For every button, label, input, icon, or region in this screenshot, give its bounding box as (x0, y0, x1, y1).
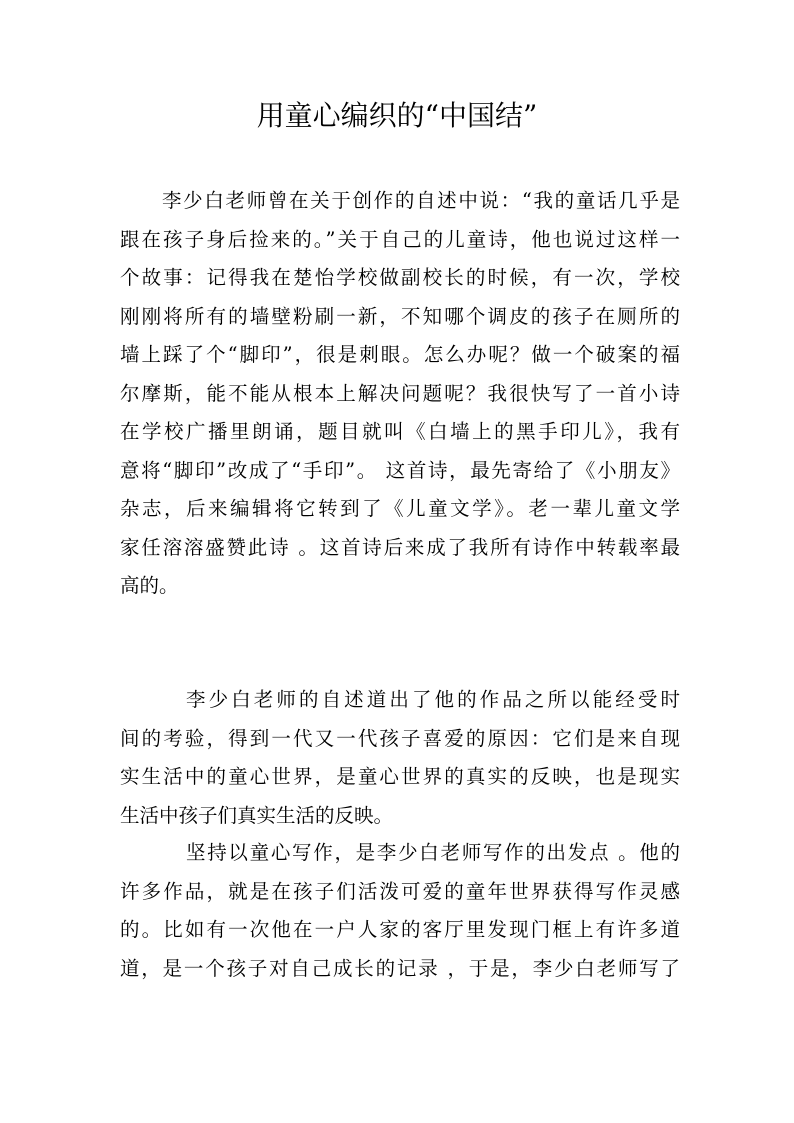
paragraph-3 (120, 834, 680, 988)
text-line: 意将“脚印”改成了“手印”。 这首诗，最先寄给了《小朋友》 (120, 458, 680, 482)
paragraph-1 (120, 182, 680, 606)
text-line: 道，是一个孩子对自己成长的记录 ，于是，李少白老师写了 (120, 956, 680, 980)
text-line: 李少白老师的自述道出了他的作品之所以能经受时 (186, 688, 680, 711)
text-line: 高的。 (120, 574, 179, 597)
text-line: 在学校广播里朗诵，题目就叫《白墙上的黑手印儿》，我有 (120, 420, 680, 443)
text-line: 墙上踩了个“脚印”，很是刺眼。怎么办呢？做一个破案的福 (120, 343, 680, 366)
text-line: 李少白老师曾在关于创作的自述中说：“我的童话几乎是 (162, 189, 680, 212)
text-line: 家任溶溶盛赞此诗 。这首诗后来成了我所有诗作中转载率最 (120, 535, 680, 559)
text-line: 的。比如有一次他在一户人家的客厅里发现门框上有许多道 (120, 918, 680, 941)
text-line: 跟在孩子身后捡来的。”关于自己的儿童诗，他也说过这样一 (120, 227, 680, 251)
text-line: 尔摩斯，能不能从根本上解决问题呢？我很快写了一首小诗 (120, 381, 680, 405)
text-line: 间的考验，得到一代又一代孩子喜爱的原因：它们是来自现 (120, 726, 680, 750)
text-line: 坚持以童心写作，是李少白老师写作的出发点 。他的 (186, 841, 680, 864)
text-line: 个故事：记得我在楚怡学校做副校长的时候，有一次，学校 (120, 266, 680, 289)
paragraph-2 (120, 681, 680, 835)
text-line: 杂志，后来编辑将它转到了《儿童文学》。老一辈儿童文学 (120, 497, 680, 520)
page-title: 用童心编织的“中国结” (256, 99, 538, 132)
text-line: 实生活中的童心世界，是童心世界的真实的反映，也是现实 (120, 765, 680, 788)
text-line: 许多作品，就是在孩子们活泼可爱的童年世界获得写作灵感 (120, 879, 680, 903)
text-line: 生活中孩子们真实生活的反映。 (120, 803, 394, 827)
text-line: 刚刚将所有的墙壁粉刷一新，不知哪个调皮的孩子在厕所的 (120, 304, 680, 328)
